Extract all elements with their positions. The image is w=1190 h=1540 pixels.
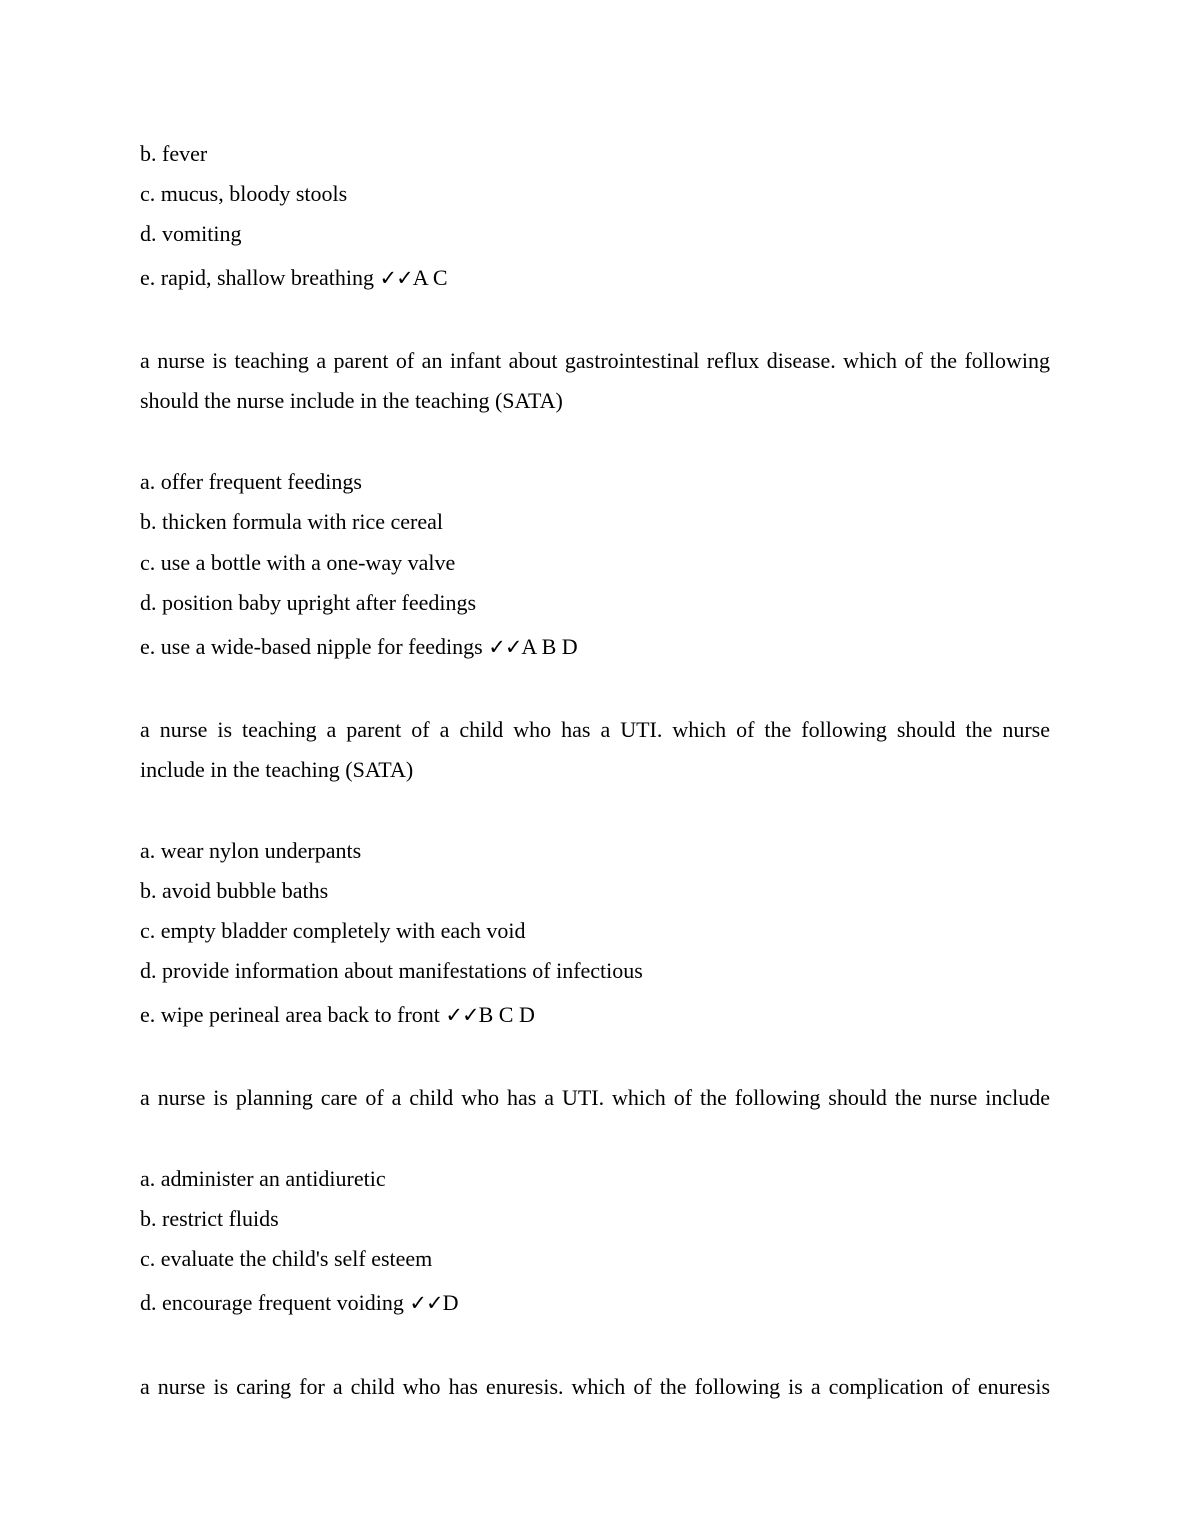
question-stem-line: a nurse is caring for a child who has enuresis. which of the following is a complication of enuresis xyxy=(140,1374,1050,1399)
document-page xyxy=(140,0,1050,1540)
checkmark-icon: ✓✓ xyxy=(488,635,522,659)
option-text: d. encourage frequent voiding xyxy=(140,1290,410,1315)
option-e-with-answer xyxy=(140,632,578,662)
question-stem-line: a nurse is teaching a parent of an infant about gastrointestinal reflux disease. which of the following xyxy=(140,348,1050,373)
option-c: c. use a bottle with a one-way valve xyxy=(140,550,456,575)
checkmark-icon: ✓✓ xyxy=(445,1003,479,1027)
checkmark-icon: ✓✓ xyxy=(409,1291,443,1315)
option-b: b. restrict fluids xyxy=(140,1206,279,1231)
option-text: e. use a wide-based nipple for feedings xyxy=(140,634,489,659)
question-gerd-stem xyxy=(140,346,1050,416)
question-stem-line: should the nurse include in the teaching (SATA) xyxy=(140,388,563,413)
option-text: e. wipe perineal area back to front xyxy=(140,1002,446,1027)
option-e-breathing-with-answer xyxy=(140,263,448,293)
question-stem-line: include in the teaching (SATA) xyxy=(140,757,414,782)
answer-key: D xyxy=(442,1290,459,1315)
answer-key: A C xyxy=(412,265,448,290)
question-uti-care-stem xyxy=(140,1083,1050,1113)
question-stem-line: a nurse is teaching a parent of a child who has a UTI. which of the following should the nurse xyxy=(140,717,1050,742)
option-d: d. position baby upright after feedings xyxy=(140,590,477,615)
option-d: d. provide information about manifestations of infectious xyxy=(140,958,643,983)
answer-key: B C D xyxy=(478,1002,535,1027)
option-a: a. administer an antidiuretic xyxy=(140,1166,386,1191)
option-a: a. offer frequent feedings xyxy=(140,469,362,494)
option-d-with-answer xyxy=(140,1288,459,1318)
question-stem-line: a nurse is planning care of a child who has a UTI. which of the following should the nurse include xyxy=(140,1085,1050,1110)
checkmark-icon: ✓✓ xyxy=(379,266,413,290)
answer-key: A B D xyxy=(521,634,578,659)
option-d-vomiting: d. vomiting xyxy=(140,221,242,246)
option-b: b. thicken formula with rice cereal xyxy=(140,509,443,534)
option-a: a. wear nylon underpants xyxy=(140,838,362,863)
question-uti-teaching-stem xyxy=(140,715,1050,785)
question-enuresis-stem xyxy=(140,1372,1050,1402)
option-b-fever: b. fever xyxy=(140,141,208,166)
option-c: c. evaluate the child's self esteem xyxy=(140,1246,433,1271)
option-c-mucus: c. mucus, bloody stools xyxy=(140,181,348,206)
option-b: b. avoid bubble baths xyxy=(140,878,329,903)
option-text: e. rapid, shallow breathing xyxy=(140,265,380,290)
option-c: c. empty bladder completely with each void xyxy=(140,918,526,943)
option-e-with-answer xyxy=(140,1000,535,1030)
